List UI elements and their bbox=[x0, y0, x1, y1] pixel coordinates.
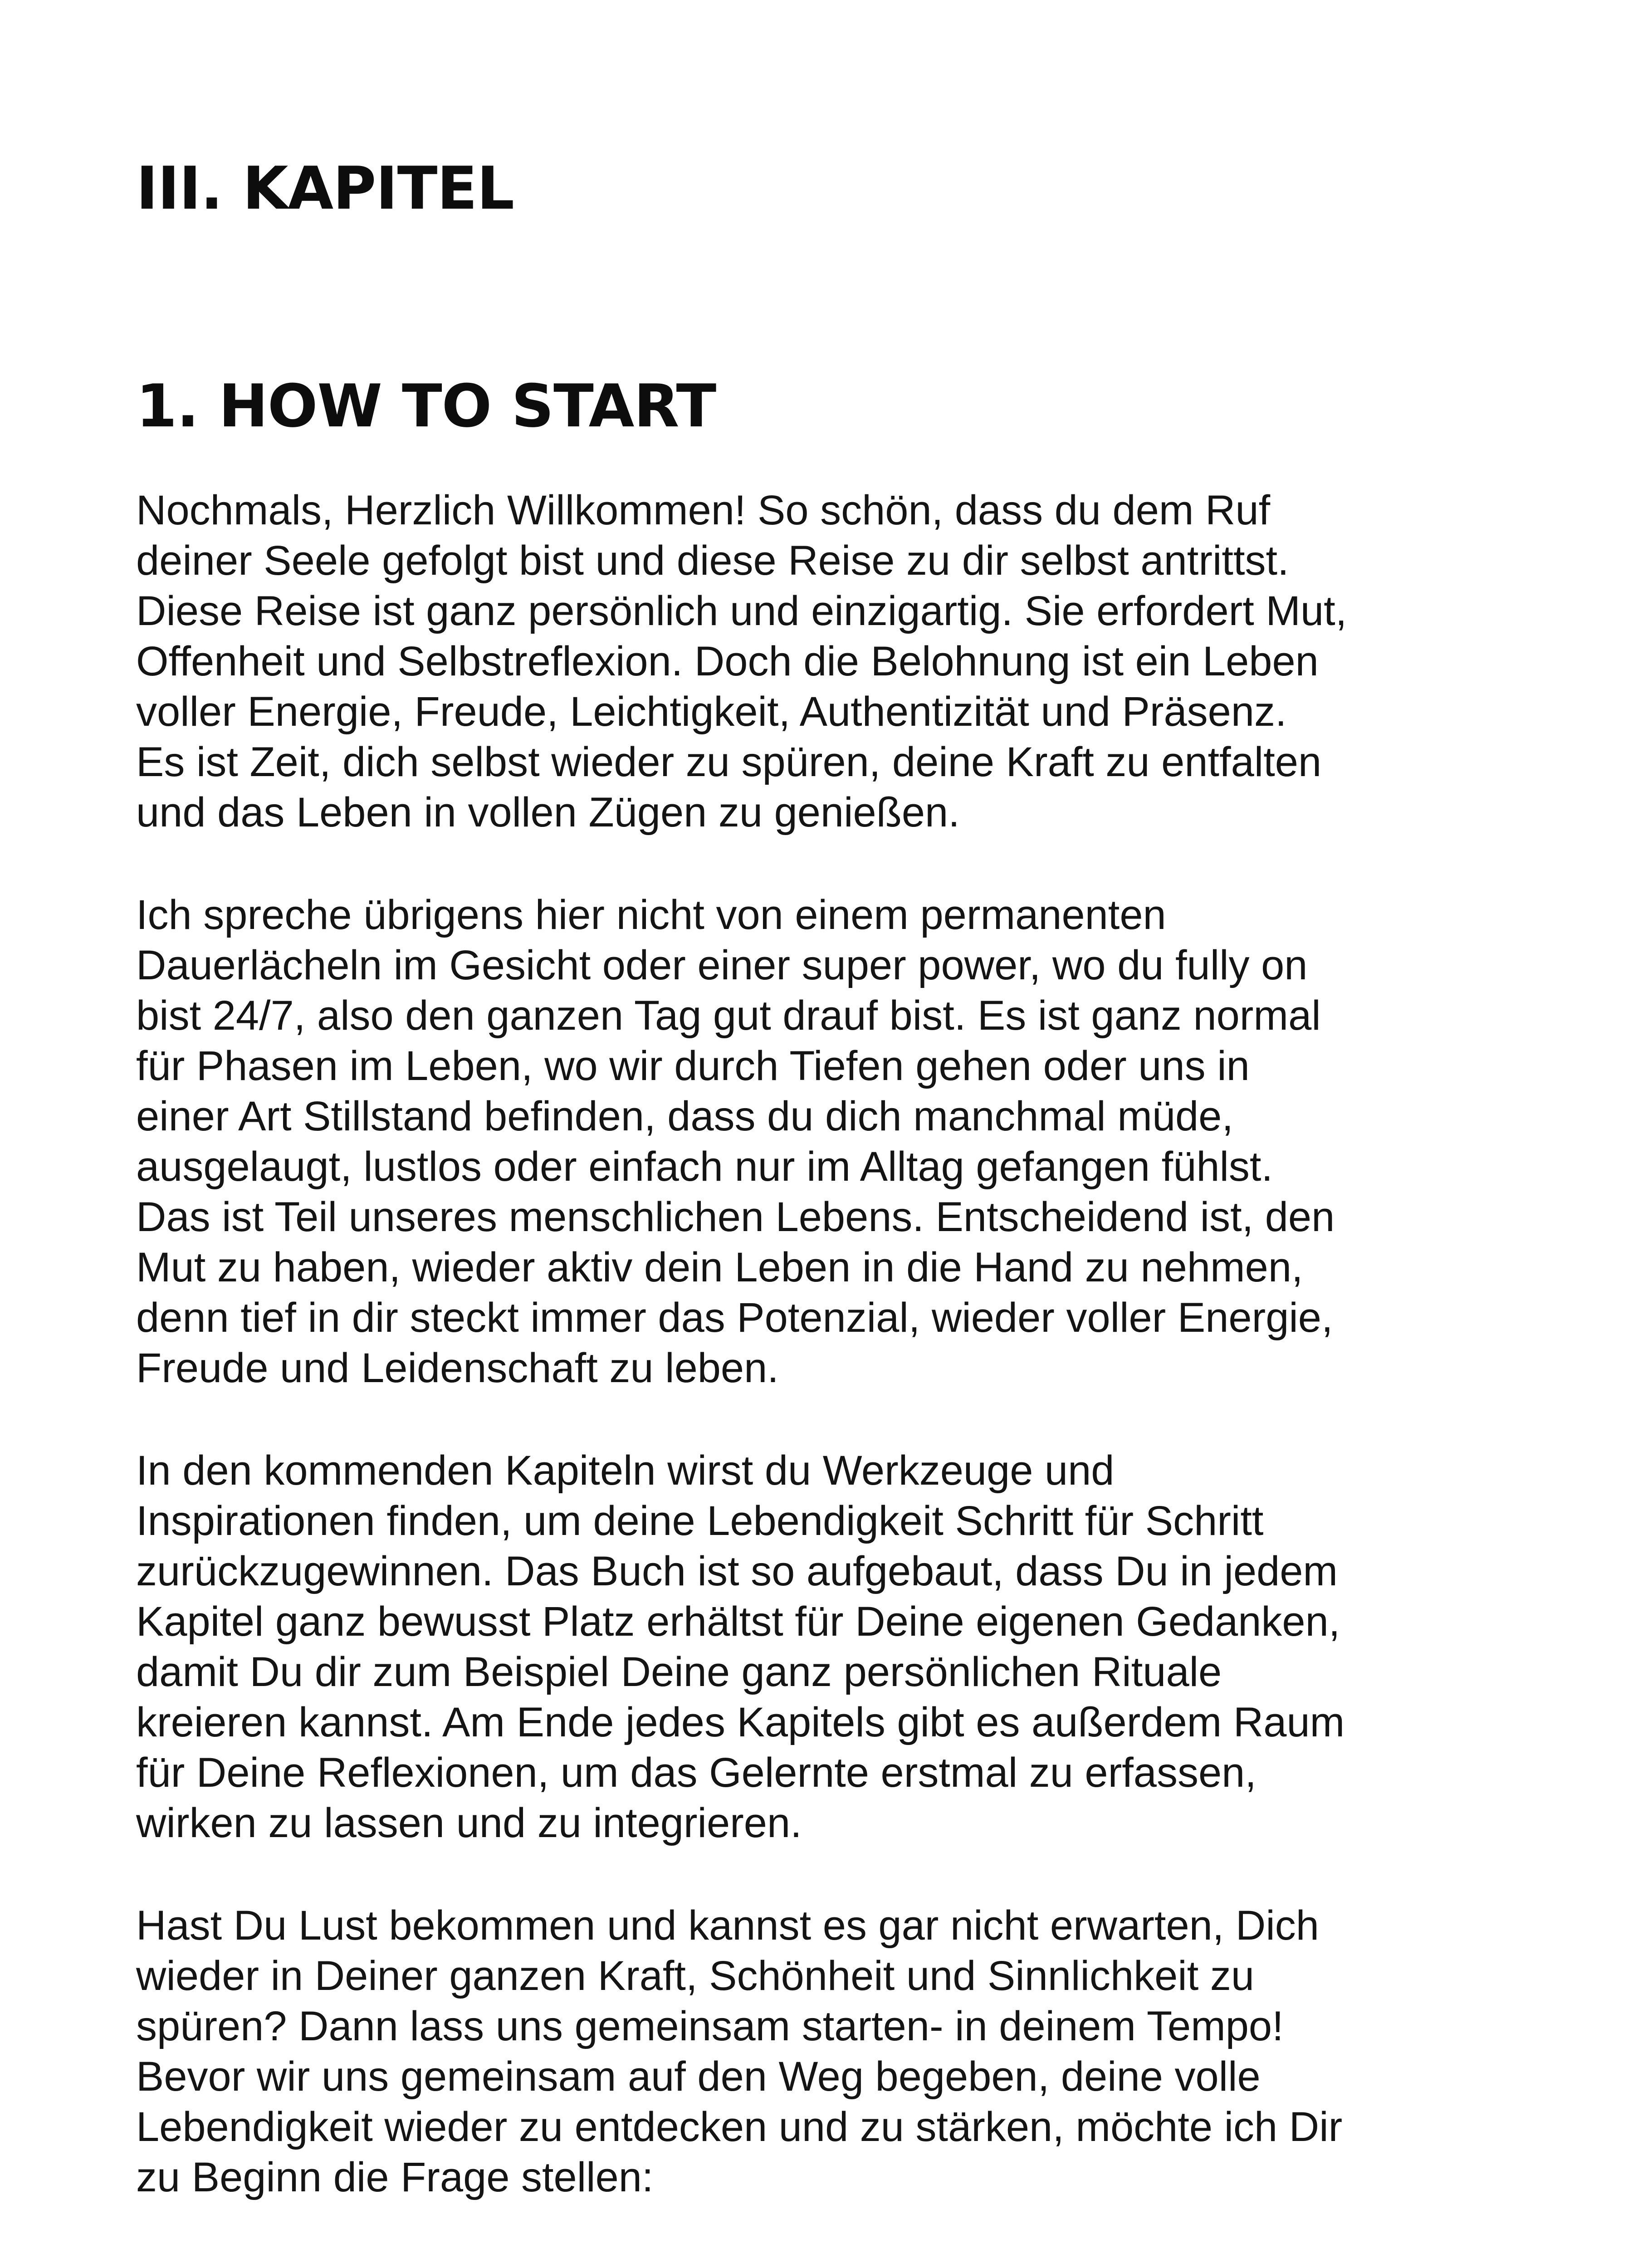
section-title: 1. HOW TO START bbox=[136, 371, 716, 440]
text-line: damit Du dir zum Beispiel Deine ganz persönlichen Rituale bbox=[136, 1649, 1222, 1695]
text-line: Kapitel ganz bewusst Platz erhältst für Deine eigenen Gedanken, bbox=[136, 1598, 1340, 1645]
text-line: Lebendigkeit wieder zu entdecken und zu stärken, möchte ich Dir bbox=[136, 2104, 1343, 2150]
text-line: wirken zu lassen und zu integrieren. bbox=[136, 1800, 802, 1846]
text-line: Nochmals, Herzlich Willkommen! So schön, dass du dem Ruf bbox=[136, 487, 1271, 533]
text-line: In den kommenden Kapiteln wirst du Werkzeuge und bbox=[136, 1447, 1115, 1494]
text-line: spüren? Dann lass uns gemeinsam starten- in deinem Tempo! bbox=[136, 2003, 1284, 2049]
text-line: voller Energie, Freude, Leichtigkeit, Authentizität und Präsenz. bbox=[136, 689, 1287, 735]
text-line: denn tief in dir steckt immer das Potenzial, wieder voller Energie, bbox=[136, 1295, 1333, 1341]
text-line: Mut zu haben, wieder aktiv dein Leben in die Hand zu nehmen, bbox=[136, 1244, 1303, 1290]
text-line: bist 24/7, also den ganzen Tag gut drauf bist. Es ist ganz normal bbox=[136, 992, 1321, 1039]
text-line: ausgelaugt, lustlos oder einfach nur im Alltag gefangen fühlst. bbox=[136, 1144, 1273, 1190]
text-line: Dauerlächeln im Gesicht oder einer super power, wo du fully on bbox=[136, 942, 1308, 988]
text-line: Freude und Leidenschaft zu leben. bbox=[136, 1345, 779, 1391]
text-line: einer Art Stillstand befinden, dass du dich manchmal müde, bbox=[136, 1093, 1233, 1139]
text-line: Bevor wir uns gemeinsam auf den Weg begeben, deine volle bbox=[136, 2053, 1261, 2100]
text-line: Das ist Teil unseres menschlichen Lebens. Entscheidend ist, den bbox=[136, 1194, 1335, 1240]
paragraph-perspective bbox=[136, 890, 1497, 1393]
text-line: für Phasen im Leben, wo wir durch Tiefen gehen oder uns in bbox=[136, 1043, 1250, 1089]
text-line: Hast Du Lust bekommen und kannst es gar nicht erwarten, Dich bbox=[136, 1902, 1319, 1949]
text-line: Inspirationen finden, um deine Lebendigkeit Schritt für Schritt bbox=[136, 1498, 1264, 1544]
text-line: zu Beginn die Frage stellen: bbox=[136, 2154, 654, 2200]
chapter-title: III. KAPITEL bbox=[136, 154, 514, 223]
body-text bbox=[136, 485, 1497, 2255]
text-line: kreieren kannst. Am Ende jedes Kapitels gibt es außerdem Raum bbox=[136, 1699, 1345, 1745]
text-line: und das Leben in vollen Zügen zu genießen. bbox=[136, 789, 960, 836]
text-line: deiner Seele gefolgt bist und diese Reise zu dir selbst antrittst. bbox=[136, 538, 1289, 584]
text-line: zurückzugewinnen. Das Buch ist so aufgebaut, dass Du in jedem bbox=[136, 1548, 1338, 1594]
text-line: Offenheit und Selbstreflexion. Doch die Belohnung ist ein Leben bbox=[136, 638, 1319, 684]
text-line: wieder in Deiner ganzen Kraft, Schönheit und Sinnlichkeit zu bbox=[136, 1953, 1254, 1999]
text-line: Es ist Zeit, dich selbst wieder zu spüren, deine Kraft zu entfalten bbox=[136, 739, 1322, 785]
text-line: Diese Reise ist ganz persönlich und einzigartig. Sie erfordert Mut, bbox=[136, 588, 1347, 634]
text-line: für Deine Reflexionen, um das Gelernte erstmal zu erfassen, bbox=[136, 1750, 1257, 1796]
paragraph-welcome bbox=[136, 485, 1497, 838]
text-line: Ich spreche übrigens hier nicht von einem permanenten bbox=[136, 892, 1166, 938]
paragraph-invitation bbox=[136, 1901, 1497, 2203]
paragraph-book-structure bbox=[136, 1446, 1497, 1848]
